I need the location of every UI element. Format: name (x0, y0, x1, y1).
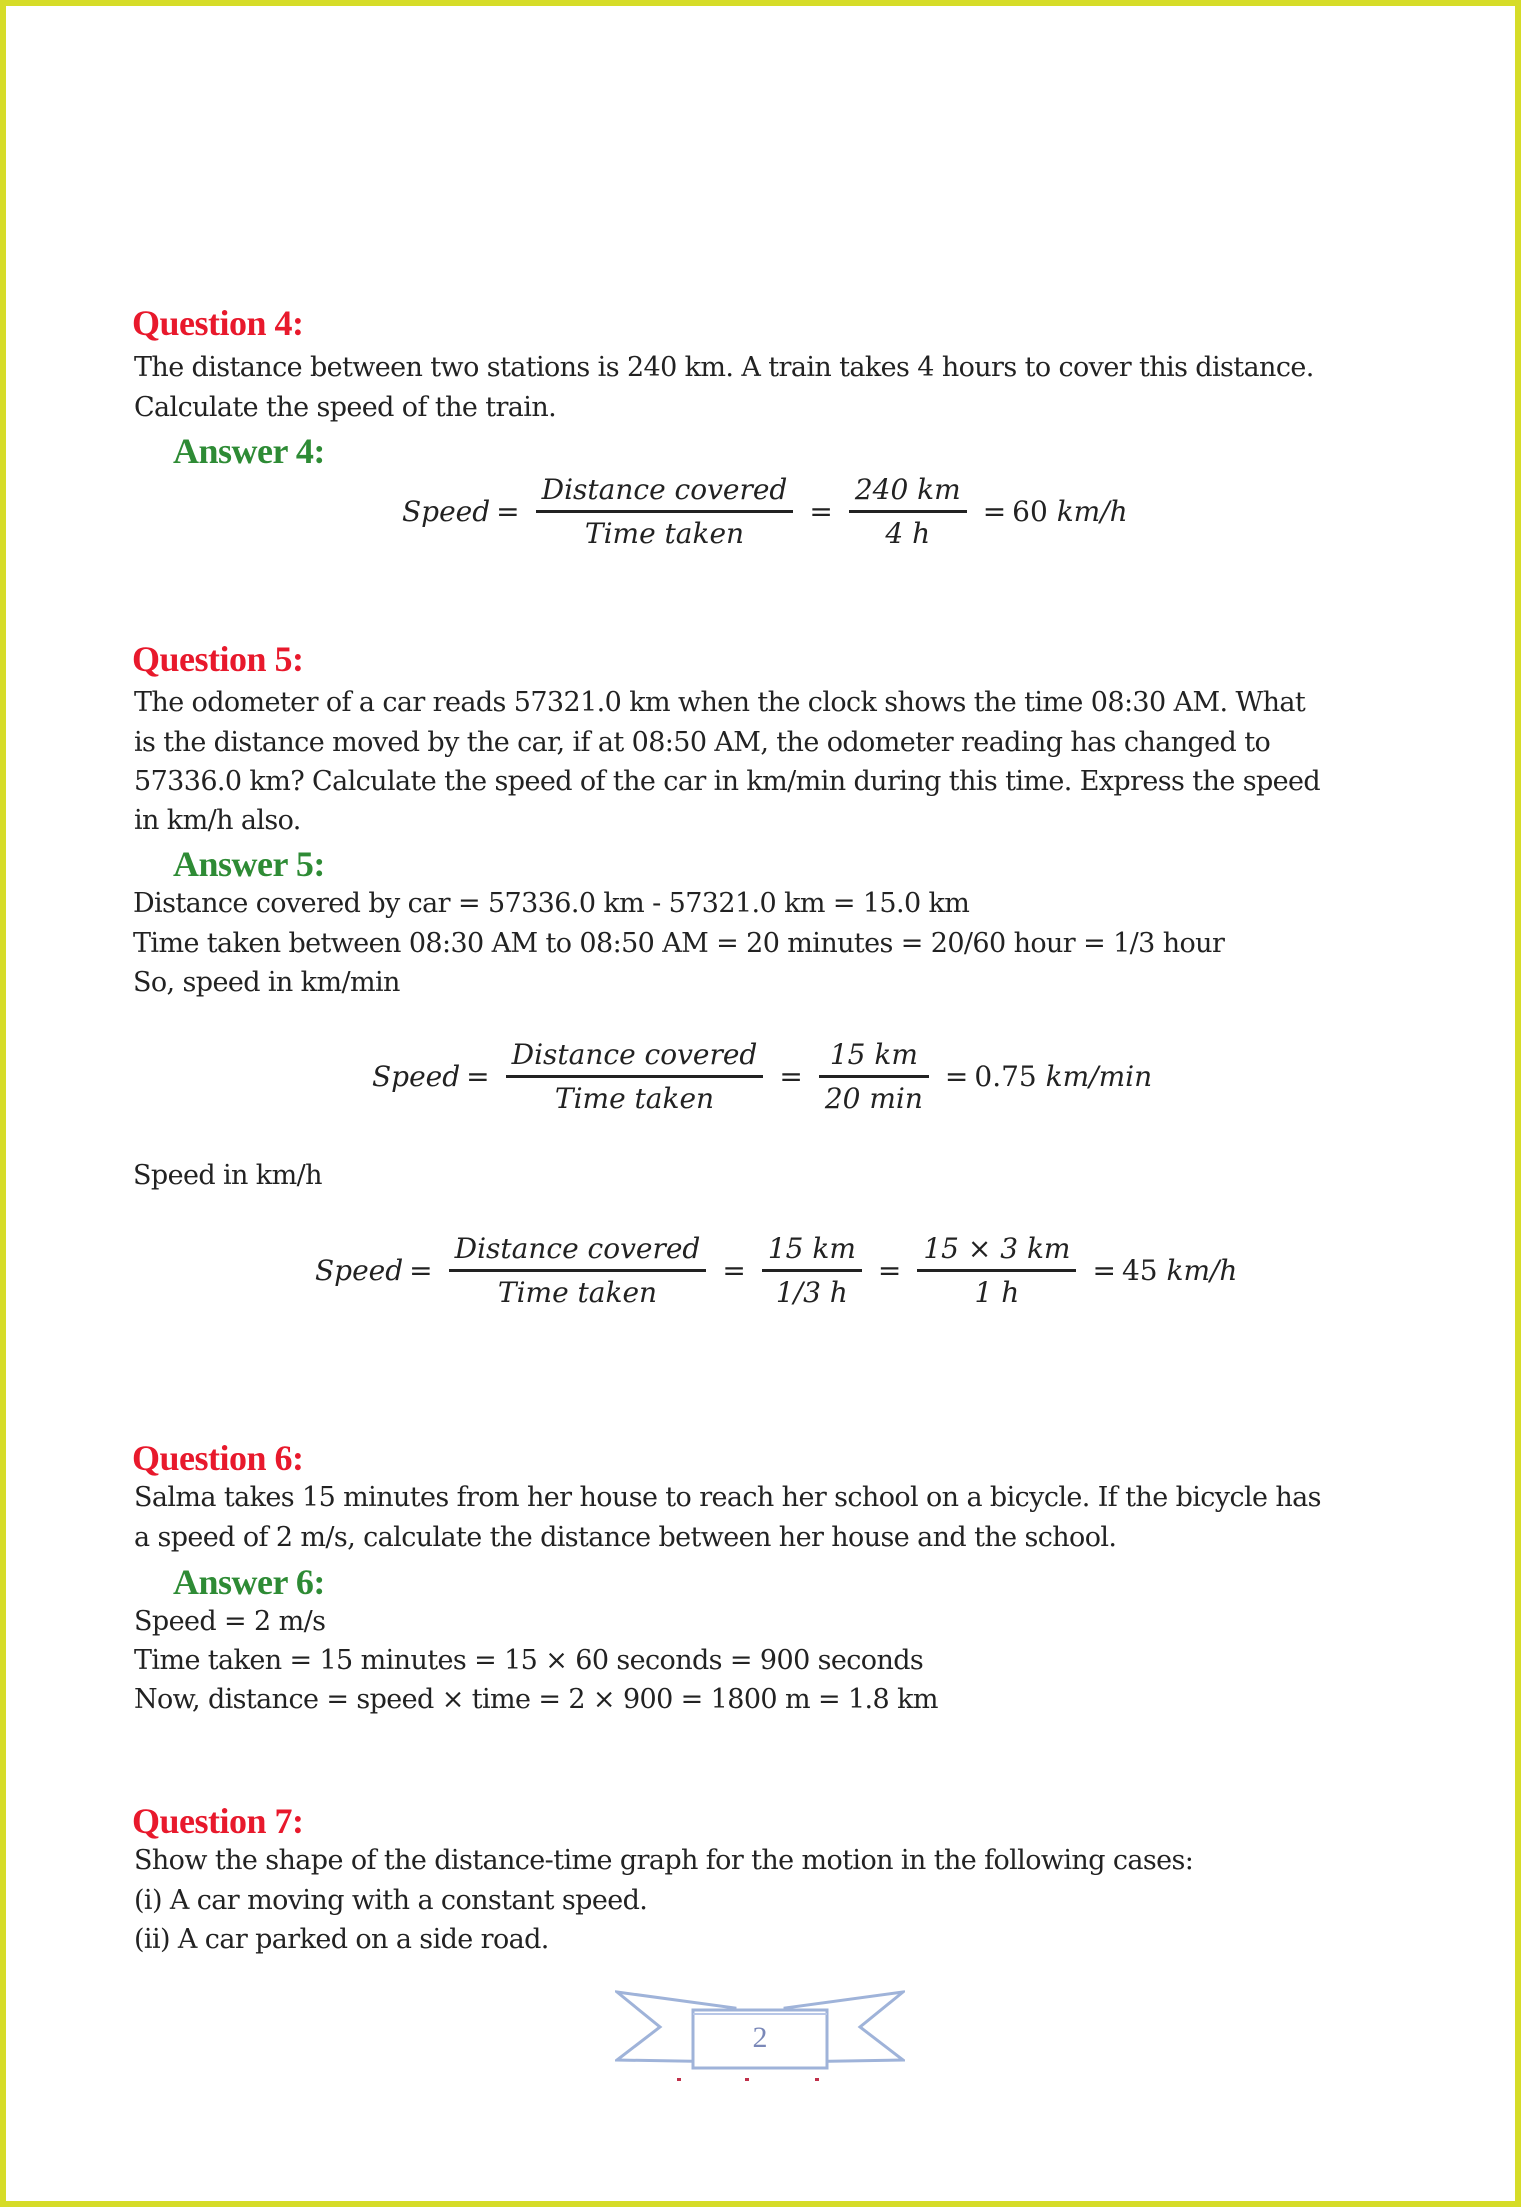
eq-equals: = (722, 1254, 746, 1287)
eq-result-value: 0.75 (974, 1060, 1037, 1093)
eq-fraction-values (762, 1232, 862, 1309)
eq-result-value: 60 (1012, 495, 1048, 528)
question-7-line-2: (i) A car moving with a constant speed. (134, 1885, 648, 1916)
answer-5-line-2: Time taken between 08:30 AM to 08:50 AM = 20 minutes = 20/60 hour = 1/3 hour (133, 928, 1225, 959)
eq-numerator: Distance covered (454, 1232, 701, 1265)
question-7-heading: Question 7: (132, 1801, 304, 1841)
answer-6-line-2: Time taken = 15 minutes = 15 × 60 seconds = 900 seconds (134, 1645, 924, 1676)
question-6-line-1: Salma takes 15 minutes from her house to reach her school on a bicycle. If the bicycle has (134, 1482, 1321, 1513)
eq-equals: = (496, 495, 520, 528)
question-7-line-3: (ii) A car parked on a side road. (134, 1924, 549, 1955)
question-4-heading: Question 4: (132, 303, 304, 343)
answer-5-line-1: Distance covered by car = 57336.0 km - 57321.0 km = 15.0 km (133, 888, 970, 919)
eq-equals: = (809, 495, 833, 528)
eq-lhs: Speed (315, 1254, 404, 1287)
eq-denominator: Time taken (536, 510, 794, 550)
question-5-line-4: in km/h also. (134, 805, 301, 836)
eq-equals: = (1092, 1254, 1116, 1287)
eq-equals: = (779, 1060, 803, 1093)
answer-6-line-3: Now, distance = speed × time = 2 × 900 = 1800 m = 1.8 km (134, 1684, 938, 1715)
eq-equals: = (877, 1254, 902, 1287)
eq-lhs: Speed (372, 1060, 461, 1093)
answer-4-heading: Answer 4: (173, 431, 325, 471)
eq-fraction-definition (506, 1038, 764, 1115)
answer-5-heading: Answer 5: (173, 844, 325, 884)
eq-equals: = (466, 1060, 490, 1093)
answer-6-heading: Answer 6: (173, 1562, 325, 1602)
eq-numerator: Distance covered (511, 1038, 758, 1071)
eq-denominator: 4 h (849, 510, 967, 550)
eq-denominator: 1 h (917, 1269, 1076, 1309)
eq-numerator: Distance covered (541, 473, 788, 506)
eq-numerator: 240 km (854, 473, 961, 506)
eq-result-unit: km/h (1166, 1254, 1238, 1287)
eq-numerator: 15 × 3 km (923, 1232, 1071, 1265)
question-4-line-1: The distance between two stations is 240 km. A train takes 4 hours to cover this distance. (134, 352, 1314, 383)
answer-5-speed-kmh-label: Speed in km/h (133, 1160, 322, 1191)
eq-result-value: 45 (1121, 1254, 1158, 1287)
answer-5-equation-km-min (372, 1038, 1152, 1115)
question-5-line-2: is the distance moved by the car, if at 08:50 AM, the odometer reading has changed to (134, 727, 1271, 758)
eq-numerator: 15 km (829, 1038, 918, 1071)
question-6-heading: Question 6: (132, 1438, 304, 1478)
answer-4-equation (402, 473, 1128, 550)
answer-5-equation-km-h (315, 1232, 1237, 1309)
eq-denominator: Time taken (506, 1075, 764, 1115)
eq-denominator: 20 min (819, 1075, 929, 1115)
eq-equals: = (409, 1254, 433, 1287)
eq-fraction-definition (536, 473, 794, 550)
eq-equals: = (982, 495, 1007, 528)
eq-equals: = (944, 1060, 969, 1093)
question-7-line-1: Show the shape of the distance-time graph for the motion in the following cases: (134, 1845, 1194, 1876)
question-6-line-2: a speed of 2 m/s, calculate the distance between her house and the school. (134, 1522, 1117, 1553)
answer-5-line-3: So, speed in km/min (133, 967, 400, 998)
eq-result-unit: km/h (1056, 495, 1128, 528)
page-number: 2 (752, 2021, 768, 2054)
eq-result-unit: km/min (1045, 1060, 1153, 1093)
eq-numerator: 15 km (767, 1232, 856, 1265)
eq-lhs: Speed (402, 495, 491, 528)
eq-denominator: 1/3 h (762, 1269, 862, 1309)
question-4-line-2: Calculate the speed of the train. (134, 392, 557, 423)
answer-6-line-1: Speed = 2 m/s (134, 1606, 326, 1637)
eq-fraction-values (849, 473, 967, 550)
question-5-line-1: The odometer of a car reads 57321.0 km when the clock shows the time 08:30 AM. What (134, 687, 1306, 718)
eq-denominator: Time taken (449, 1269, 707, 1309)
eq-fraction-values (819, 1038, 929, 1115)
question-5-heading: Question 5: (132, 639, 304, 679)
eq-fraction-definition (449, 1232, 707, 1309)
eq-fraction-simplified (917, 1232, 1076, 1309)
question-5-line-3: 57336.0 km? Calculate the speed of the car in km/min during this time. Express the speed (134, 766, 1321, 797)
